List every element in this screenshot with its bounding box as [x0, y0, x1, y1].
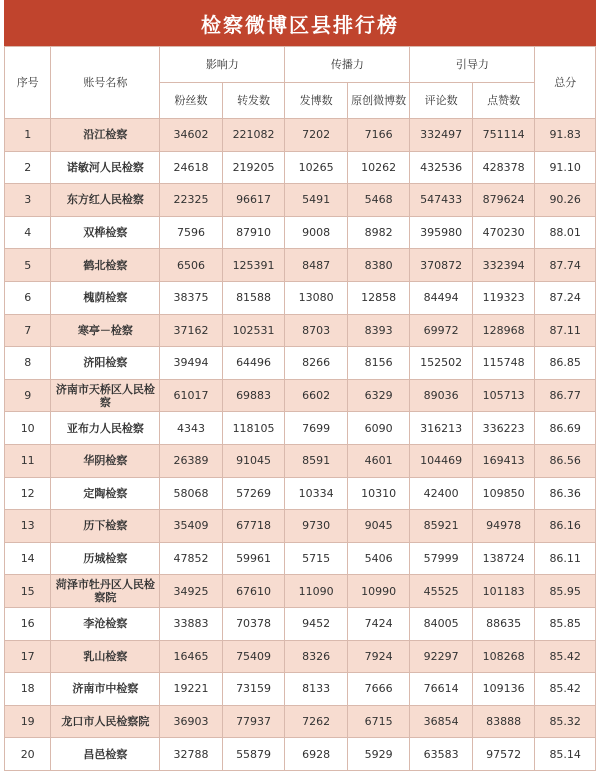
likes-cell: 101183 — [472, 575, 535, 608]
comments-cell: 63583 — [410, 738, 473, 771]
table-row — [5, 347, 596, 380]
likes-cell: 83888 — [472, 705, 535, 738]
comments-cell: 104469 — [410, 444, 473, 477]
total-cell: 86.36 — [535, 477, 596, 510]
likes-cell: 332394 — [472, 249, 535, 282]
name-cell: 历下检察 — [51, 510, 160, 543]
likes-cell: 108268 — [472, 640, 535, 673]
table-row — [5, 151, 596, 184]
posts-cell: 11090 — [285, 575, 348, 608]
total-cell: 85.85 — [535, 607, 596, 640]
rank-cell: 19 — [5, 705, 51, 738]
posts-cell: 8133 — [285, 673, 348, 706]
table-row — [5, 379, 596, 412]
total-cell: 85.32 — [535, 705, 596, 738]
comments-cell: 85921 — [410, 510, 473, 543]
name-cell: 历城检察 — [51, 542, 160, 575]
rank-cell: 15 — [5, 575, 51, 608]
likes-cell: 88635 — [472, 607, 535, 640]
likes-cell: 115748 — [472, 347, 535, 380]
rank-cell: 10 — [5, 412, 51, 445]
header-posts: 发博数 — [285, 83, 348, 119]
reposts-cell: 67610 — [222, 575, 285, 608]
original-cell: 7166 — [347, 119, 410, 152]
original-cell: 5468 — [347, 184, 410, 217]
name-cell: 李沧检察 — [51, 607, 160, 640]
total-cell: 86.85 — [535, 347, 596, 380]
likes-cell: 428378 — [472, 151, 535, 184]
table-row — [5, 738, 596, 771]
fans-cell: 39494 — [160, 347, 223, 380]
total-cell: 86.56 — [535, 444, 596, 477]
table-row — [5, 510, 596, 543]
likes-cell: 109136 — [472, 673, 535, 706]
total-cell: 90.26 — [535, 184, 596, 217]
posts-cell: 7262 — [285, 705, 348, 738]
likes-cell: 105713 — [472, 379, 535, 412]
name-cell: 济南市中检察 — [51, 673, 160, 706]
reposts-cell: 64496 — [222, 347, 285, 380]
total-cell: 87.11 — [535, 314, 596, 347]
reposts-cell: 55879 — [222, 738, 285, 771]
name-cell: 昌邑检察 — [51, 738, 160, 771]
comments-cell: 76614 — [410, 673, 473, 706]
table-body — [5, 119, 596, 771]
table-row — [5, 412, 596, 445]
table-row — [5, 444, 596, 477]
table-row — [5, 249, 596, 282]
rank-cell: 16 — [5, 607, 51, 640]
table-row — [5, 607, 596, 640]
fans-cell: 7596 — [160, 216, 223, 249]
original-cell: 6090 — [347, 412, 410, 445]
posts-cell: 9730 — [285, 510, 348, 543]
name-cell: 鹤北检察 — [51, 249, 160, 282]
name-cell: 槐荫检察 — [51, 281, 160, 314]
posts-cell: 13080 — [285, 281, 348, 314]
name-cell: 乳山检察 — [51, 640, 160, 673]
comments-cell: 84494 — [410, 281, 473, 314]
original-cell: 9045 — [347, 510, 410, 543]
table-header — [5, 47, 596, 119]
likes-cell: 336223 — [472, 412, 535, 445]
likes-cell: 879624 — [472, 184, 535, 217]
header-comments: 评论数 — [410, 83, 473, 119]
fans-cell: 22325 — [160, 184, 223, 217]
original-cell: 6329 — [347, 379, 410, 412]
posts-cell: 9008 — [285, 216, 348, 249]
comments-cell: 84005 — [410, 607, 473, 640]
posts-cell: 8266 — [285, 347, 348, 380]
reposts-cell: 125391 — [222, 249, 285, 282]
original-cell: 6715 — [347, 705, 410, 738]
reposts-cell: 221082 — [222, 119, 285, 152]
name-cell: 双桦检察 — [51, 216, 160, 249]
total-cell: 86.11 — [535, 542, 596, 575]
name-cell: 华阴检察 — [51, 444, 160, 477]
total-cell: 91.83 — [535, 119, 596, 152]
comments-cell: 370872 — [410, 249, 473, 282]
reposts-cell: 91045 — [222, 444, 285, 477]
posts-cell: 7699 — [285, 412, 348, 445]
fans-cell: 38375 — [160, 281, 223, 314]
reposts-cell: 118105 — [222, 412, 285, 445]
table-row — [5, 640, 596, 673]
header-total: 总分 — [535, 47, 596, 119]
fans-cell: 61017 — [160, 379, 223, 412]
name-cell: 定陶检察 — [51, 477, 160, 510]
table-row — [5, 542, 596, 575]
total-cell: 85.42 — [535, 640, 596, 673]
posts-cell: 5491 — [285, 184, 348, 217]
header-spread: 传播力 — [285, 47, 410, 83]
rank-cell: 20 — [5, 738, 51, 771]
rank-cell: 4 — [5, 216, 51, 249]
name-cell: 诺敏河人民检察 — [51, 151, 160, 184]
fans-cell: 36903 — [160, 705, 223, 738]
posts-cell: 6928 — [285, 738, 348, 771]
table-row — [5, 281, 596, 314]
original-cell: 7424 — [347, 607, 410, 640]
rank-cell: 2 — [5, 151, 51, 184]
reposts-cell: 73159 — [222, 673, 285, 706]
rank-cell: 6 — [5, 281, 51, 314]
reposts-cell: 96617 — [222, 184, 285, 217]
fans-cell: 37162 — [160, 314, 223, 347]
name-cell: 龙口市人民检察院 — [51, 705, 160, 738]
posts-cell: 8591 — [285, 444, 348, 477]
posts-cell: 9452 — [285, 607, 348, 640]
page-title: 检察微博区县排行榜 — [4, 0, 596, 46]
likes-cell: 109850 — [472, 477, 535, 510]
fans-cell: 34925 — [160, 575, 223, 608]
comments-cell: 36854 — [410, 705, 473, 738]
total-cell: 88.01 — [535, 216, 596, 249]
comments-cell: 432536 — [410, 151, 473, 184]
comments-cell: 332497 — [410, 119, 473, 152]
reposts-cell: 102531 — [222, 314, 285, 347]
likes-cell: 94978 — [472, 510, 535, 543]
header-rank: 序号 — [5, 47, 51, 119]
posts-cell: 10334 — [285, 477, 348, 510]
rank-cell: 3 — [5, 184, 51, 217]
posts-cell: 7202 — [285, 119, 348, 152]
comments-cell: 152502 — [410, 347, 473, 380]
header-reposts: 转发数 — [222, 83, 285, 119]
fans-cell: 58068 — [160, 477, 223, 510]
table-row — [5, 216, 596, 249]
total-cell: 85.95 — [535, 575, 596, 608]
header-likes: 点赞数 — [472, 83, 535, 119]
reposts-cell: 87910 — [222, 216, 285, 249]
name-cell: 济阳检察 — [51, 347, 160, 380]
comments-cell: 57999 — [410, 542, 473, 575]
header-fans: 粉丝数 — [160, 83, 223, 119]
rank-cell: 9 — [5, 379, 51, 412]
comments-cell: 89036 — [410, 379, 473, 412]
comments-cell: 395980 — [410, 216, 473, 249]
table-row — [5, 575, 596, 608]
posts-cell: 8487 — [285, 249, 348, 282]
reposts-cell: 67718 — [222, 510, 285, 543]
fans-cell: 19221 — [160, 673, 223, 706]
ranking-table — [4, 46, 596, 771]
name-cell: 亚布力人民检察 — [51, 412, 160, 445]
total-cell: 85.42 — [535, 673, 596, 706]
original-cell: 8156 — [347, 347, 410, 380]
posts-cell: 8326 — [285, 640, 348, 673]
name-cell: 寒亭－检察 — [51, 314, 160, 347]
comments-cell: 92297 — [410, 640, 473, 673]
likes-cell: 97572 — [472, 738, 535, 771]
name-cell: 济南市天桥区人民检察 — [51, 379, 160, 412]
reposts-cell: 57269 — [222, 477, 285, 510]
table-row — [5, 119, 596, 152]
total-cell: 86.77 — [535, 379, 596, 412]
fans-cell: 32788 — [160, 738, 223, 771]
fans-cell: 26389 — [160, 444, 223, 477]
fans-cell: 24618 — [160, 151, 223, 184]
rank-cell: 14 — [5, 542, 51, 575]
total-cell: 87.74 — [535, 249, 596, 282]
original-cell: 8380 — [347, 249, 410, 282]
name-cell: 东方红人民检察 — [51, 184, 160, 217]
comments-cell: 42400 — [410, 477, 473, 510]
fans-cell: 6506 — [160, 249, 223, 282]
header-influence: 影响力 — [160, 47, 285, 83]
comments-cell: 547433 — [410, 184, 473, 217]
total-cell: 86.69 — [535, 412, 596, 445]
rank-cell: 8 — [5, 347, 51, 380]
original-cell: 10262 — [347, 151, 410, 184]
original-cell: 4601 — [347, 444, 410, 477]
comments-cell: 316213 — [410, 412, 473, 445]
fans-cell: 4343 — [160, 412, 223, 445]
original-cell: 5929 — [347, 738, 410, 771]
likes-cell: 169413 — [472, 444, 535, 477]
name-cell: 菏泽市牡丹区人民检察院 — [51, 575, 160, 608]
posts-cell: 6602 — [285, 379, 348, 412]
original-cell: 12858 — [347, 281, 410, 314]
reposts-cell: 59961 — [222, 542, 285, 575]
table-row — [5, 477, 596, 510]
likes-cell: 128968 — [472, 314, 535, 347]
table-row — [5, 673, 596, 706]
original-cell: 7924 — [347, 640, 410, 673]
original-cell: 10310 — [347, 477, 410, 510]
original-cell: 7666 — [347, 673, 410, 706]
posts-cell: 5715 — [285, 542, 348, 575]
posts-cell: 8703 — [285, 314, 348, 347]
total-cell: 87.24 — [535, 281, 596, 314]
fans-cell: 16465 — [160, 640, 223, 673]
comments-cell: 45525 — [410, 575, 473, 608]
original-cell: 5406 — [347, 542, 410, 575]
posts-cell: 10265 — [285, 151, 348, 184]
fans-cell: 34602 — [160, 119, 223, 152]
likes-cell: 138724 — [472, 542, 535, 575]
table-row — [5, 184, 596, 217]
fans-cell: 47852 — [160, 542, 223, 575]
rank-cell: 1 — [5, 119, 51, 152]
name-cell: 沿江检察 — [51, 119, 160, 152]
fans-cell: 33883 — [160, 607, 223, 640]
rank-cell: 13 — [5, 510, 51, 543]
original-cell: 10990 — [347, 575, 410, 608]
ranking-card — [4, 0, 596, 778]
total-cell: 85.14 — [535, 738, 596, 771]
table-row — [5, 314, 596, 347]
original-cell: 8982 — [347, 216, 410, 249]
reposts-cell: 69883 — [222, 379, 285, 412]
reposts-cell: 75409 — [222, 640, 285, 673]
rank-cell: 7 — [5, 314, 51, 347]
reposts-cell: 219205 — [222, 151, 285, 184]
header-name: 账号名称 — [51, 47, 160, 119]
table-row — [5, 705, 596, 738]
header-guidance: 引导力 — [410, 47, 535, 83]
fans-cell: 35409 — [160, 510, 223, 543]
likes-cell: 470230 — [472, 216, 535, 249]
rank-cell: 17 — [5, 640, 51, 673]
reposts-cell: 81588 — [222, 281, 285, 314]
total-cell: 91.10 — [535, 151, 596, 184]
likes-cell: 119323 — [472, 281, 535, 314]
total-cell: 86.16 — [535, 510, 596, 543]
reposts-cell: 70378 — [222, 607, 285, 640]
rank-cell: 11 — [5, 444, 51, 477]
rank-cell: 18 — [5, 673, 51, 706]
original-cell: 8393 — [347, 314, 410, 347]
rank-cell: 5 — [5, 249, 51, 282]
likes-cell: 751114 — [472, 119, 535, 152]
comments-cell: 69972 — [410, 314, 473, 347]
header-original: 原创微博数 — [347, 83, 410, 119]
rank-cell: 12 — [5, 477, 51, 510]
reposts-cell: 77937 — [222, 705, 285, 738]
